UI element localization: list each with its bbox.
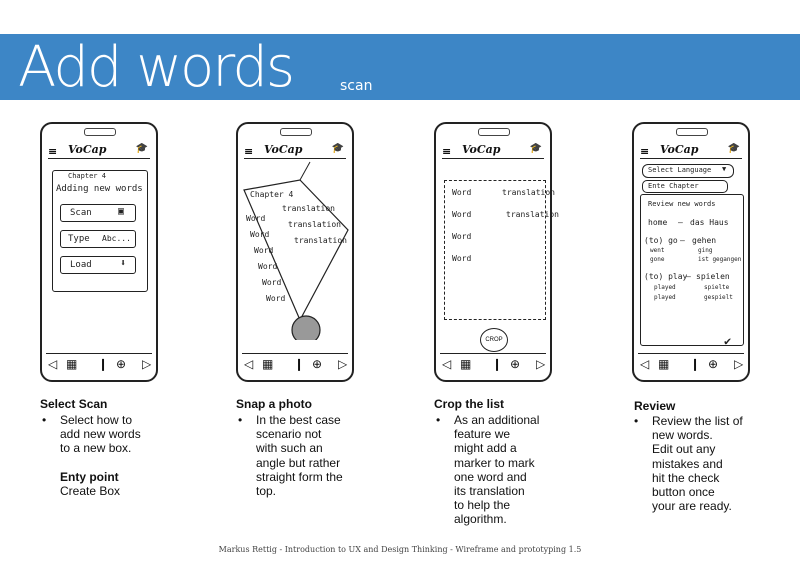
review-form: played [654, 294, 676, 301]
hamburger-icon[interactable]: ≡ [640, 145, 650, 158]
step-line: hit the check [652, 470, 720, 485]
bottom-nav [46, 353, 152, 376]
step-line: to a new box. [60, 441, 132, 456]
step-line: with such an [256, 441, 323, 456]
type-hint: Abc... [102, 234, 131, 243]
review-trans-form: spielte [704, 284, 730, 291]
step-line: scenario not [256, 427, 322, 442]
review-trans-form: ist gegangen [698, 256, 742, 263]
crop-translation: translation [506, 210, 559, 219]
review-heading: Review new words [648, 200, 716, 208]
crop-word: Word [452, 232, 472, 241]
dash: – [686, 272, 691, 281]
step-line: add new words [60, 427, 141, 442]
review-form: played [654, 284, 676, 291]
book-chapter: Chapter 4 [250, 190, 294, 199]
cap-icon: 🎓 [529, 143, 542, 154]
scan-label: Scan [70, 208, 92, 218]
step-line: As an additional [454, 413, 540, 427]
boxes-icon[interactable]: ▦ [658, 357, 670, 371]
step-line: feature we [454, 427, 511, 442]
app-header [244, 142, 346, 159]
page-subtitle: scan [340, 78, 373, 94]
bottom-nav [638, 353, 744, 376]
add-icon[interactable]: ⊕ [116, 357, 127, 371]
divider-icon: ❙ [492, 357, 503, 371]
dash: – [680, 236, 685, 245]
app-logo: VoCap [660, 143, 699, 156]
crop-word: Word [452, 210, 472, 219]
next-arrow-icon[interactable]: ▷ [338, 357, 348, 371]
boxes-icon[interactable]: ▦ [66, 357, 78, 371]
step-description [42, 413, 182, 523]
book-word: Word [266, 294, 286, 303]
card-heading: Adding new words [56, 184, 143, 194]
step-line: In the best case [256, 413, 341, 427]
divider-icon: ❙ [98, 357, 109, 371]
step-line: mistakes and [652, 456, 723, 471]
next-arrow-icon[interactable]: ▷ [734, 357, 744, 371]
review-form: went [650, 247, 665, 254]
type-label: Type [68, 234, 90, 244]
load-label: Load [70, 260, 92, 270]
step-title: Review [634, 399, 676, 413]
phone-notch [478, 128, 510, 136]
app-header [640, 142, 742, 159]
phone-select-scan [40, 122, 158, 382]
review-list-card [640, 194, 744, 346]
crop-word: Word [452, 254, 472, 263]
crop-button[interactable]: CROP [480, 328, 508, 352]
step-title: Crop the list [434, 397, 505, 411]
crop-word: Word [452, 188, 472, 197]
app-logo: VoCap [264, 143, 303, 156]
app-header [48, 142, 150, 159]
book-word: Word [250, 230, 270, 239]
prev-arrow-icon[interactable]: ◁ [48, 357, 58, 371]
step-line: new words. [652, 428, 713, 443]
bullet: • [42, 413, 47, 427]
step-title: Select Scan [40, 397, 108, 411]
entry-point-value: Create Box [60, 483, 121, 498]
phone-notch [84, 128, 116, 136]
step-line: Select how to [60, 413, 133, 427]
add-icon[interactable]: ⊕ [510, 357, 521, 371]
app-logo: VoCap [462, 143, 501, 156]
add-icon[interactable]: ⊕ [312, 357, 323, 371]
download-icon: ⬇ [120, 258, 127, 269]
phone-review [632, 122, 750, 382]
step-description [436, 413, 576, 533]
review-word[interactable]: home [648, 218, 668, 227]
step-line: Review the list of [652, 414, 743, 428]
divider-icon: ❙ [294, 357, 305, 371]
check-button-icon[interactable]: ✔ [724, 334, 732, 348]
step-line: Edit out any [652, 442, 716, 457]
boxes-icon[interactable]: ▦ [262, 357, 274, 371]
book-word: Word [254, 246, 274, 255]
step-description [238, 413, 378, 523]
enter-chapter-label: Ente Chapter [648, 182, 699, 190]
book-word: Word [246, 214, 266, 223]
entry-point-label: Enty point [60, 469, 119, 484]
book-word: Word [262, 278, 282, 287]
phone-snap-photo [236, 122, 354, 382]
step-line: algorithm. [454, 512, 507, 527]
book-translation: translation [288, 220, 341, 229]
app-header [442, 142, 544, 159]
select-language-label: Select Language [648, 166, 712, 174]
app-logo: VoCap [68, 143, 107, 156]
review-translation[interactable]: das Haus [690, 218, 729, 227]
divider-icon: ❙ [690, 357, 701, 371]
boxes-icon[interactable]: ▦ [460, 357, 472, 371]
step-line: angle but rather [256, 455, 341, 470]
bottom-nav [242, 353, 348, 376]
add-icon[interactable]: ⊕ [708, 357, 719, 371]
review-word[interactable]: (to) go [644, 236, 678, 245]
book-word: Word [258, 262, 278, 271]
hamburger-icon[interactable]: ≡ [244, 145, 254, 158]
camera-icon: ▣ [118, 206, 125, 217]
step-line: its translation [454, 484, 525, 499]
hamburger-icon[interactable]: ≡ [48, 145, 58, 158]
step-line: top. [256, 484, 277, 499]
bottom-nav [440, 353, 546, 376]
bullet: • [634, 414, 639, 428]
page-footer: Markus Rettig - Introduction to UX and Design Thinking - Wireframe and prototyping 1.5 [218, 545, 582, 554]
cap-icon: 🎓 [727, 143, 740, 154]
review-word[interactable]: (to) play [644, 272, 688, 281]
bullet: • [238, 413, 243, 427]
step-line: button once [652, 485, 715, 500]
cap-icon: 🎓 [331, 143, 344, 154]
bullet: • [436, 413, 441, 427]
book-translation: translation [294, 236, 347, 245]
chapter-tag: Chapter 4 [68, 172, 106, 180]
phone-crop-list [434, 122, 559, 382]
review-form: gone [650, 256, 665, 263]
review-trans-form: ging [698, 247, 713, 254]
review-trans-form: gespielt [704, 294, 733, 301]
step-line: might add a [454, 441, 517, 456]
step-line: to help the [454, 498, 511, 513]
next-arrow-icon[interactable]: ▷ [536, 357, 546, 371]
phone-notch [676, 128, 708, 136]
review-translation[interactable]: gehen [692, 236, 717, 245]
page-title: Add words [18, 35, 294, 100]
step-title: Snap a photo [236, 397, 312, 411]
crop-area[interactable] [444, 180, 546, 320]
prev-arrow-icon[interactable]: ◁ [640, 357, 650, 371]
prev-arrow-icon[interactable]: ◁ [442, 357, 452, 371]
next-arrow-icon[interactable]: ▷ [142, 357, 152, 371]
step-line: straight form the [256, 469, 343, 484]
review-translation[interactable]: spielen [696, 272, 730, 281]
step-description [634, 414, 784, 524]
hamburger-icon[interactable]: ≡ [442, 145, 452, 158]
phone-notch [280, 128, 312, 136]
cap-icon: 🎓 [135, 143, 148, 154]
step-line: marker to mark [454, 455, 535, 470]
dash: – [678, 218, 683, 227]
step-line: one word and [454, 469, 527, 484]
prev-arrow-icon[interactable]: ◁ [244, 357, 254, 371]
crop-translation: translation [502, 188, 555, 197]
chevron-down-icon: ▼ [722, 165, 727, 173]
book-translation: translation [282, 204, 335, 213]
step-line: your are ready. [652, 499, 732, 514]
